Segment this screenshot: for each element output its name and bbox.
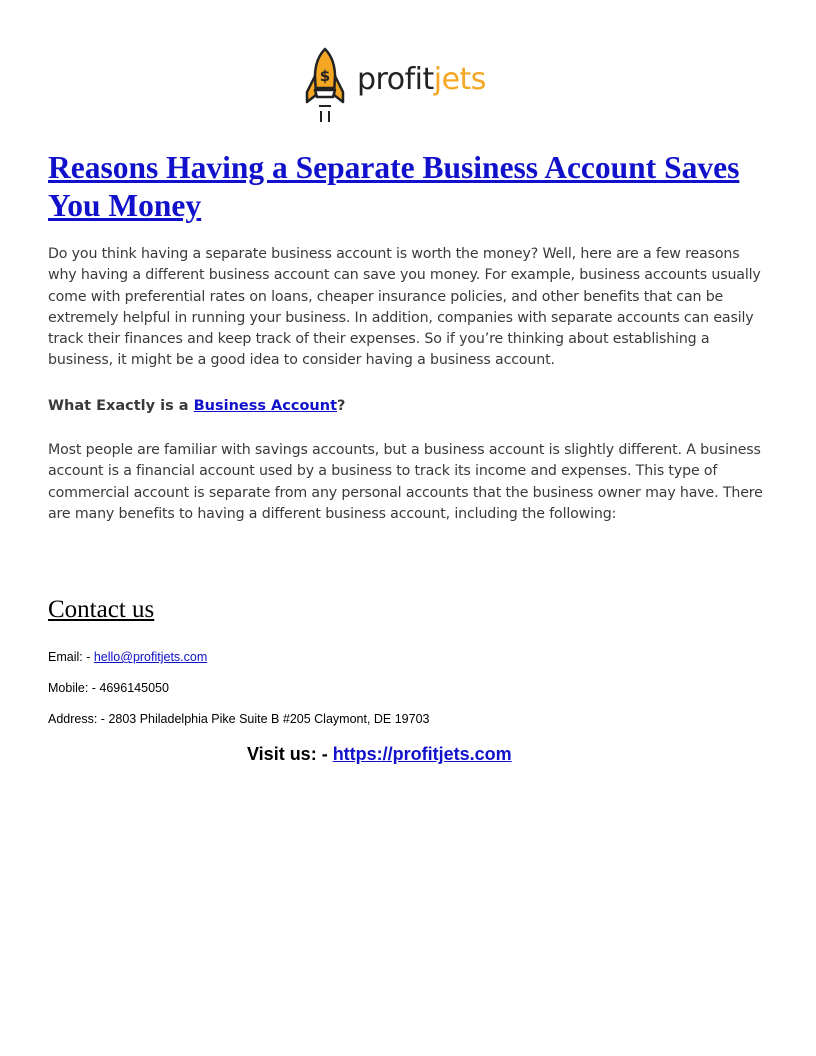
logo-text-profit: profit [357, 62, 434, 97]
section-heading [48, 395, 345, 417]
address-line [48, 711, 429, 727]
mobile-line [48, 680, 169, 696]
business-account-link[interactable]: Business Account [193, 398, 338, 414]
logo [304, 46, 514, 126]
website-link[interactable]: https://profitjets.com [332, 744, 512, 764]
address-label: Address: - [48, 712, 109, 726]
email-label: Email: - [48, 650, 94, 664]
body-paragraph: Most people are familiar with savings accounts, but a business account is slightly different. A business account is a financial account used by a business to track its income and expenses. This type of commercial account is separate from any personal accounts that the business owner may have. There are many benefits to having a different business account, including the following: [48, 442, 763, 522]
dollar-symbol: $ [319, 67, 331, 85]
email-link[interactable]: hello@profitjets.com [93, 650, 208, 664]
visit-line [247, 742, 512, 766]
logo-text-jets: jets [433, 62, 486, 97]
contact-heading: Contact us [48, 596, 155, 623]
intro-paragraph: Do you think having a separate business account is worth the money? Well, here are a few reasons why having a different business account can save you money. For example, business accounts usually come with preferential rates on loans, cheaper insurance policies, and other benefits that can be extremely helpful in running your business. In addition, companies with separate accounts can easily track their finances and keep track of their expenses. So if you’re thinking about establishing a business, it might be a good idea to consider having a business account. [48, 246, 761, 369]
heading-prefix: What Exactly is a [48, 398, 194, 414]
page-title [48, 149, 768, 225]
logo-wordmark [357, 60, 486, 100]
rocket-icon [304, 46, 354, 126]
title-link[interactable]: Reasons Having a Separate Business Account Saves You Money [48, 150, 740, 223]
heading-suffix: ? [337, 398, 346, 414]
email-line [48, 649, 207, 665]
mobile-label: Mobile: - [48, 681, 100, 695]
visit-label: Visit us: - [247, 744, 333, 764]
mobile-number: 4696145050 [99, 681, 169, 695]
address-value: 2803 Philadelphia Pike Suite B #205 Claymont, DE 19703 [108, 712, 430, 726]
